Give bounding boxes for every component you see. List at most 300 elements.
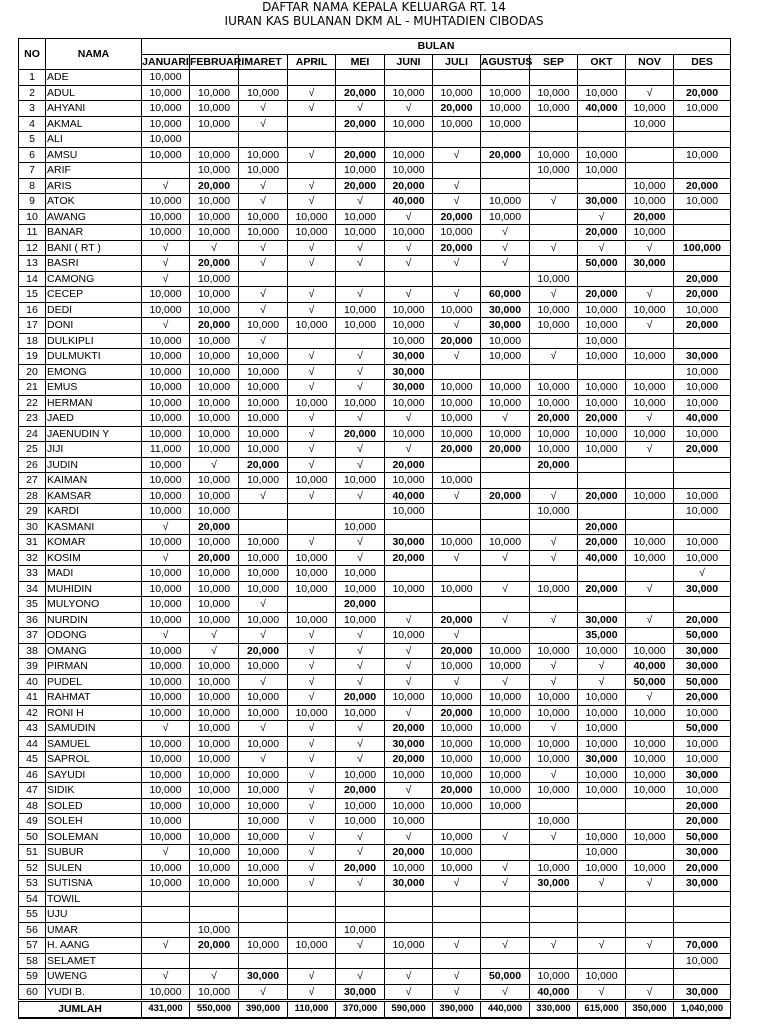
table-row xyxy=(19,318,731,334)
payment-cell xyxy=(142,907,190,923)
payment-cell: 10,000 xyxy=(142,395,190,411)
table-row xyxy=(19,922,731,938)
payment-cell: 10,000 xyxy=(530,705,578,721)
row-number: 10 xyxy=(19,209,46,225)
payment-cell: 10,000 xyxy=(336,566,385,582)
member-name: BANI ( RT ) xyxy=(46,240,142,256)
payment-cell: 10,000 xyxy=(626,829,674,845)
table-row xyxy=(19,504,731,520)
member-name: ARIF xyxy=(46,163,142,179)
row-number: 14 xyxy=(19,271,46,287)
payment-cell: 10,000 xyxy=(142,194,190,210)
payment-cell xyxy=(481,519,530,535)
table-row xyxy=(19,845,731,861)
payment-cell xyxy=(674,256,731,272)
payment-cell: √ xyxy=(481,240,530,256)
payment-cell: 20,000 xyxy=(674,860,731,876)
row-number: 16 xyxy=(19,302,46,318)
payment-cell: 10,000 xyxy=(239,829,288,845)
payment-cell xyxy=(481,70,530,86)
member-name: TOWIL xyxy=(46,891,142,907)
payment-cell xyxy=(433,132,481,148)
payment-cell: √ xyxy=(626,442,674,458)
payment-cell: 20,000 xyxy=(190,178,239,194)
payment-cell xyxy=(433,907,481,923)
payment-cell: 10,000 xyxy=(481,705,530,721)
table-row xyxy=(19,426,731,442)
payment-cell xyxy=(626,891,674,907)
payment-cell: √ xyxy=(481,860,530,876)
member-name: KARDI xyxy=(46,504,142,520)
payment-cell: 10,000 xyxy=(674,426,731,442)
payment-cell: √ xyxy=(578,659,626,675)
total-cell: 615,000 xyxy=(578,1001,626,1018)
payment-cell xyxy=(674,922,731,938)
payment-cell: √ xyxy=(239,194,288,210)
member-name: UMAR xyxy=(46,922,142,938)
payment-cell: 10,000 xyxy=(481,85,530,101)
payment-cell: 10,000 xyxy=(142,767,190,783)
payment-cell: 20,000 xyxy=(674,798,731,814)
payment-cell: √ xyxy=(385,256,433,272)
payment-cell: 10,000 xyxy=(142,101,190,117)
total-cell: 110,000 xyxy=(288,1001,336,1018)
payment-cell: √ xyxy=(288,752,336,768)
member-name: SIDIK xyxy=(46,783,142,799)
payment-cell: 30,000 xyxy=(530,876,578,892)
row-number: 13 xyxy=(19,256,46,272)
payment-cell: 20,000 xyxy=(578,581,626,597)
payment-cell: √ xyxy=(385,287,433,303)
payment-cell: 10,000 xyxy=(578,643,626,659)
payment-cell: 10,000 xyxy=(385,85,433,101)
payment-cell xyxy=(578,364,626,380)
payment-cell: 10,000 xyxy=(336,705,385,721)
payment-cell: 10,000 xyxy=(190,984,239,1001)
payment-cell: 10,000 xyxy=(578,85,626,101)
payment-cell: 20,000 xyxy=(336,783,385,799)
document-subtitle: IURAN KAS BULANAN DKM AL - MUHTADIEN CIBODAS xyxy=(224,14,544,28)
payment-cell: 10,000 xyxy=(674,147,731,163)
row-number: 47 xyxy=(19,783,46,799)
payment-cell: 10,000 xyxy=(142,411,190,427)
payment-cell: 30,000 xyxy=(578,752,626,768)
row-number: 15 xyxy=(19,287,46,303)
payment-cell: 10,000 xyxy=(288,318,336,334)
payment-cell: 10,000 xyxy=(674,752,731,768)
member-name: SUTISNA xyxy=(46,876,142,892)
table-row xyxy=(19,907,731,923)
payment-cell: √ xyxy=(385,705,433,721)
payment-cell: √ xyxy=(239,721,288,737)
payment-cell: 20,000 xyxy=(674,85,731,101)
header-month: SEP xyxy=(530,54,578,70)
payment-cell: 10,000 xyxy=(433,845,481,861)
payment-cell: √ xyxy=(530,721,578,737)
payment-cell: √ xyxy=(336,628,385,644)
payment-cell: √ xyxy=(336,736,385,752)
row-number: 42 xyxy=(19,705,46,721)
row-number: 18 xyxy=(19,333,46,349)
payment-cell: 10,000 xyxy=(239,147,288,163)
row-number: 44 xyxy=(19,736,46,752)
payment-cell: 10,000 xyxy=(190,380,239,396)
row-number: 4 xyxy=(19,116,46,132)
payment-cell: 30,000 xyxy=(385,736,433,752)
payment-cell: 10,000 xyxy=(433,225,481,241)
table-row xyxy=(19,969,731,985)
payment-cell xyxy=(530,209,578,225)
payment-cell xyxy=(481,132,530,148)
payment-cell xyxy=(288,132,336,148)
payment-cell: 10,000 xyxy=(530,380,578,396)
payment-cell: 10,000 xyxy=(530,643,578,659)
table-row xyxy=(19,519,731,535)
payment-cell: 10,000 xyxy=(385,333,433,349)
payment-cell: √ xyxy=(530,829,578,845)
payment-cell xyxy=(578,473,626,489)
payment-cell: 20,000 xyxy=(481,442,530,458)
header-month: NOV xyxy=(626,54,674,70)
payment-cell: 10,000 xyxy=(674,953,731,969)
payment-cell: 10,000 xyxy=(385,318,433,334)
payment-cell: √ xyxy=(288,147,336,163)
member-name: DULKIPLI xyxy=(46,333,142,349)
payment-cell: 20,000 xyxy=(433,705,481,721)
payment-cell: 10,000 xyxy=(190,736,239,752)
payment-cell xyxy=(578,566,626,582)
payment-cell: 10,000 xyxy=(239,783,288,799)
member-name: ARIS xyxy=(46,178,142,194)
payment-cell: 20,000 xyxy=(336,85,385,101)
payment-cell: √ xyxy=(481,938,530,954)
payment-cell: 10,000 xyxy=(578,721,626,737)
payment-cell xyxy=(481,163,530,179)
row-number: 5 xyxy=(19,132,46,148)
payment-cell xyxy=(530,922,578,938)
payment-cell: 100,000 xyxy=(674,240,731,256)
payment-cell: 30,000 xyxy=(578,194,626,210)
payment-cell: 10,000 xyxy=(336,767,385,783)
row-number: 54 xyxy=(19,891,46,907)
payment-cell: 70,000 xyxy=(674,938,731,954)
payment-cell: √ xyxy=(385,240,433,256)
payment-cell: 10,000 xyxy=(481,209,530,225)
payment-cell: 20,000 xyxy=(530,457,578,473)
payment-cell: 10,000 xyxy=(385,225,433,241)
payment-cell: 20,000 xyxy=(433,101,481,117)
payment-cell: √ xyxy=(142,938,190,954)
payment-cell: 20,000 xyxy=(674,178,731,194)
payment-cell: 40,000 xyxy=(578,101,626,117)
payment-cell: 10,000 xyxy=(190,116,239,132)
payment-cell: 10,000 xyxy=(239,659,288,675)
header-month: MARET xyxy=(239,54,288,70)
payment-cell: √ xyxy=(239,984,288,1001)
payment-cell: 10,000 xyxy=(239,705,288,721)
table-row xyxy=(19,860,731,876)
payment-cell xyxy=(530,70,578,86)
payment-cell: √ xyxy=(336,938,385,954)
payment-cell: 10,000 xyxy=(142,287,190,303)
payment-cell xyxy=(239,70,288,86)
member-name: SUBUR xyxy=(46,845,142,861)
payment-cell xyxy=(288,70,336,86)
payment-cell: 20,000 xyxy=(336,690,385,706)
payment-cell: √ xyxy=(288,643,336,659)
payment-cell: 10,000 xyxy=(433,85,481,101)
payment-cell xyxy=(336,70,385,86)
payment-cell: √ xyxy=(433,550,481,566)
payment-cell: √ xyxy=(336,488,385,504)
payment-cell xyxy=(142,891,190,907)
payment-cell xyxy=(674,209,731,225)
payment-cell: 10,000 xyxy=(626,380,674,396)
payment-cell: 10,000 xyxy=(190,426,239,442)
payment-cell: 10,000 xyxy=(578,690,626,706)
payment-cell: 10,000 xyxy=(142,116,190,132)
payment-cell: √ xyxy=(288,240,336,256)
payment-cell: 10,000 xyxy=(190,845,239,861)
payment-cell: 20,000 xyxy=(433,442,481,458)
payment-cell xyxy=(626,969,674,985)
payment-cell: 10,000 xyxy=(578,318,626,334)
total-cell: 330,000 xyxy=(530,1001,578,1018)
member-name: MUHIDIN xyxy=(46,581,142,597)
table-row xyxy=(19,70,731,86)
payment-cell: 20,000 xyxy=(578,225,626,241)
payment-cell: √ xyxy=(336,969,385,985)
payment-cell: 10,000 xyxy=(190,194,239,210)
payment-cell: √ xyxy=(433,178,481,194)
total-cell: 550,000 xyxy=(190,1001,239,1018)
payment-cell: √ xyxy=(288,984,336,1001)
table-row xyxy=(19,953,731,969)
payment-cell: 10,000 xyxy=(142,814,190,830)
member-name: AKMAL xyxy=(46,116,142,132)
payment-cell: 20,000 xyxy=(385,845,433,861)
table-row xyxy=(19,705,731,721)
payment-cell xyxy=(481,814,530,830)
table-row xyxy=(19,984,731,1001)
payment-cell: 10,000 xyxy=(142,752,190,768)
payment-cell: √ xyxy=(481,411,530,427)
payment-cell xyxy=(530,132,578,148)
payment-cell: 20,000 xyxy=(336,597,385,613)
payment-cell: 10,000 xyxy=(481,690,530,706)
payment-cell: 50,000 xyxy=(578,256,626,272)
member-name: SOLEMAN xyxy=(46,829,142,845)
member-name: PIRMAN xyxy=(46,659,142,675)
payment-cell: 10,000 xyxy=(190,922,239,938)
payment-cell: √ xyxy=(336,752,385,768)
payment-cell: √ xyxy=(481,256,530,272)
payment-cell: √ xyxy=(626,85,674,101)
payment-cell: 10,000 xyxy=(433,860,481,876)
table-row xyxy=(19,628,731,644)
payment-cell: 10,000 xyxy=(142,597,190,613)
payment-cell: 50,000 xyxy=(481,969,530,985)
payment-cell: √ xyxy=(433,147,481,163)
payment-cell: √ xyxy=(288,178,336,194)
payment-cell: √ xyxy=(385,659,433,675)
member-name: RAHMAT xyxy=(46,690,142,706)
payment-cell: √ xyxy=(190,457,239,473)
payment-cell: 10,000 xyxy=(578,395,626,411)
member-name: NURDIN xyxy=(46,612,142,628)
member-name: ALI xyxy=(46,132,142,148)
payment-cell: 10,000 xyxy=(336,318,385,334)
member-name: CAMONG xyxy=(46,271,142,287)
row-number: 7 xyxy=(19,163,46,179)
payment-cell: 10,000 xyxy=(142,364,190,380)
row-number: 26 xyxy=(19,457,46,473)
payment-cell: 10,000 xyxy=(190,674,239,690)
payment-cell xyxy=(288,907,336,923)
payment-cell: 10,000 xyxy=(433,411,481,427)
payment-cell: 20,000 xyxy=(385,550,433,566)
payment-cell: √ xyxy=(481,581,530,597)
payment-cell: 10,000 xyxy=(142,674,190,690)
row-number: 46 xyxy=(19,767,46,783)
member-name: DEDI xyxy=(46,302,142,318)
row-number: 6 xyxy=(19,147,46,163)
total-cell: 390,000 xyxy=(239,1001,288,1018)
payment-cell: √ xyxy=(385,442,433,458)
payment-cell: 10,000 xyxy=(578,736,626,752)
payment-cell: √ xyxy=(288,535,336,551)
payment-cell: √ xyxy=(190,628,239,644)
payment-cell: √ xyxy=(626,876,674,892)
payment-cell xyxy=(626,333,674,349)
payment-cell xyxy=(385,953,433,969)
payment-cell: 10,000 xyxy=(578,845,626,861)
payment-cell: √ xyxy=(385,674,433,690)
payment-cell xyxy=(433,504,481,520)
payment-cell: √ xyxy=(433,984,481,1001)
payment-cell: √ xyxy=(578,240,626,256)
payment-cell xyxy=(336,333,385,349)
payment-cell xyxy=(530,116,578,132)
payment-cell: 10,000 xyxy=(336,922,385,938)
payment-cell: 10,000 xyxy=(385,302,433,318)
payment-cell: 20,000 xyxy=(674,690,731,706)
payment-cell: 10,000 xyxy=(190,209,239,225)
payment-cell: 10,000 xyxy=(239,535,288,551)
total-cell: 370,000 xyxy=(336,1001,385,1018)
payment-cell: 10,000 xyxy=(142,85,190,101)
payment-cell: 10,000 xyxy=(481,380,530,396)
payment-cell: 10,000 xyxy=(288,225,336,241)
payment-cell: 10,000 xyxy=(239,581,288,597)
payment-cell: √ xyxy=(530,194,578,210)
payment-cell: √ xyxy=(288,628,336,644)
payment-cell xyxy=(626,798,674,814)
payment-cell: √ xyxy=(288,256,336,272)
payment-cell: 10,000 xyxy=(626,395,674,411)
payment-cell xyxy=(674,969,731,985)
payment-cell xyxy=(674,519,731,535)
payment-cell: 20,000 xyxy=(385,721,433,737)
payment-cell xyxy=(433,953,481,969)
payment-cell xyxy=(336,132,385,148)
payment-cell: 10,000 xyxy=(239,798,288,814)
payment-cell: 10,000 xyxy=(385,860,433,876)
payment-cell: 10,000 xyxy=(626,767,674,783)
payment-cell: √ xyxy=(626,612,674,628)
payment-cell: 10,000 xyxy=(385,426,433,442)
payment-cell: √ xyxy=(190,643,239,659)
payment-cell: 10,000 xyxy=(530,395,578,411)
payment-cell: 10,000 xyxy=(142,147,190,163)
payment-cell xyxy=(481,364,530,380)
table-row xyxy=(19,783,731,799)
table-row xyxy=(19,194,731,210)
payment-cell: √ xyxy=(336,411,385,427)
payment-cell: 10,000 xyxy=(288,209,336,225)
member-name: YUDI B. xyxy=(46,984,142,1001)
payment-cell: 30,000 xyxy=(674,876,731,892)
payment-cell: √ xyxy=(433,318,481,334)
payment-cell: 30,000 xyxy=(578,612,626,628)
member-name: SAMUEL xyxy=(46,736,142,752)
payment-cell xyxy=(626,597,674,613)
payment-cell: 10,000 xyxy=(530,147,578,163)
payment-cell: √ xyxy=(288,876,336,892)
payment-cell xyxy=(626,953,674,969)
payment-cell: √ xyxy=(190,969,239,985)
payment-cell: √ xyxy=(530,612,578,628)
payment-cell xyxy=(674,891,731,907)
payment-cell: √ xyxy=(142,969,190,985)
payment-cell xyxy=(385,922,433,938)
payment-cell: 10,000 xyxy=(433,736,481,752)
payment-cell: 10,000 xyxy=(190,271,239,287)
payment-cell: 10,000 xyxy=(674,705,731,721)
payment-cell xyxy=(481,628,530,644)
payment-cell: 50,000 xyxy=(674,721,731,737)
payment-cell: 30,000 xyxy=(385,349,433,365)
table-row xyxy=(19,938,731,954)
payment-cell: 10,000 xyxy=(626,705,674,721)
payment-cell: √ xyxy=(385,612,433,628)
payment-cell: 10,000 xyxy=(433,302,481,318)
row-number: 3 xyxy=(19,101,46,117)
payment-cell: 10,000 xyxy=(578,147,626,163)
member-name: DULMUKTI xyxy=(46,349,142,365)
payment-cell xyxy=(578,597,626,613)
header-month: AGUSTUS xyxy=(481,55,533,68)
payment-cell: √ xyxy=(626,287,674,303)
payment-cell: 10,000 xyxy=(578,829,626,845)
payment-cell: 10,000 xyxy=(626,860,674,876)
payment-cell: 10,000 xyxy=(433,535,481,551)
payment-cell xyxy=(190,907,239,923)
member-name: PUDEL xyxy=(46,674,142,690)
payment-cell: 10,000 xyxy=(481,783,530,799)
payment-cell xyxy=(530,364,578,380)
payment-cell: √ xyxy=(336,674,385,690)
member-name: UWENG xyxy=(46,969,142,985)
payment-cell: √ xyxy=(481,829,530,845)
payment-cell: √ xyxy=(239,256,288,272)
payment-cell: 10,000 xyxy=(288,581,336,597)
payment-cell: 10,000 xyxy=(626,101,674,117)
total-cell: 390,000 xyxy=(433,1001,481,1018)
payment-cell: 10,000 xyxy=(385,395,433,411)
payment-cell xyxy=(674,333,731,349)
row-number: 50 xyxy=(19,829,46,845)
